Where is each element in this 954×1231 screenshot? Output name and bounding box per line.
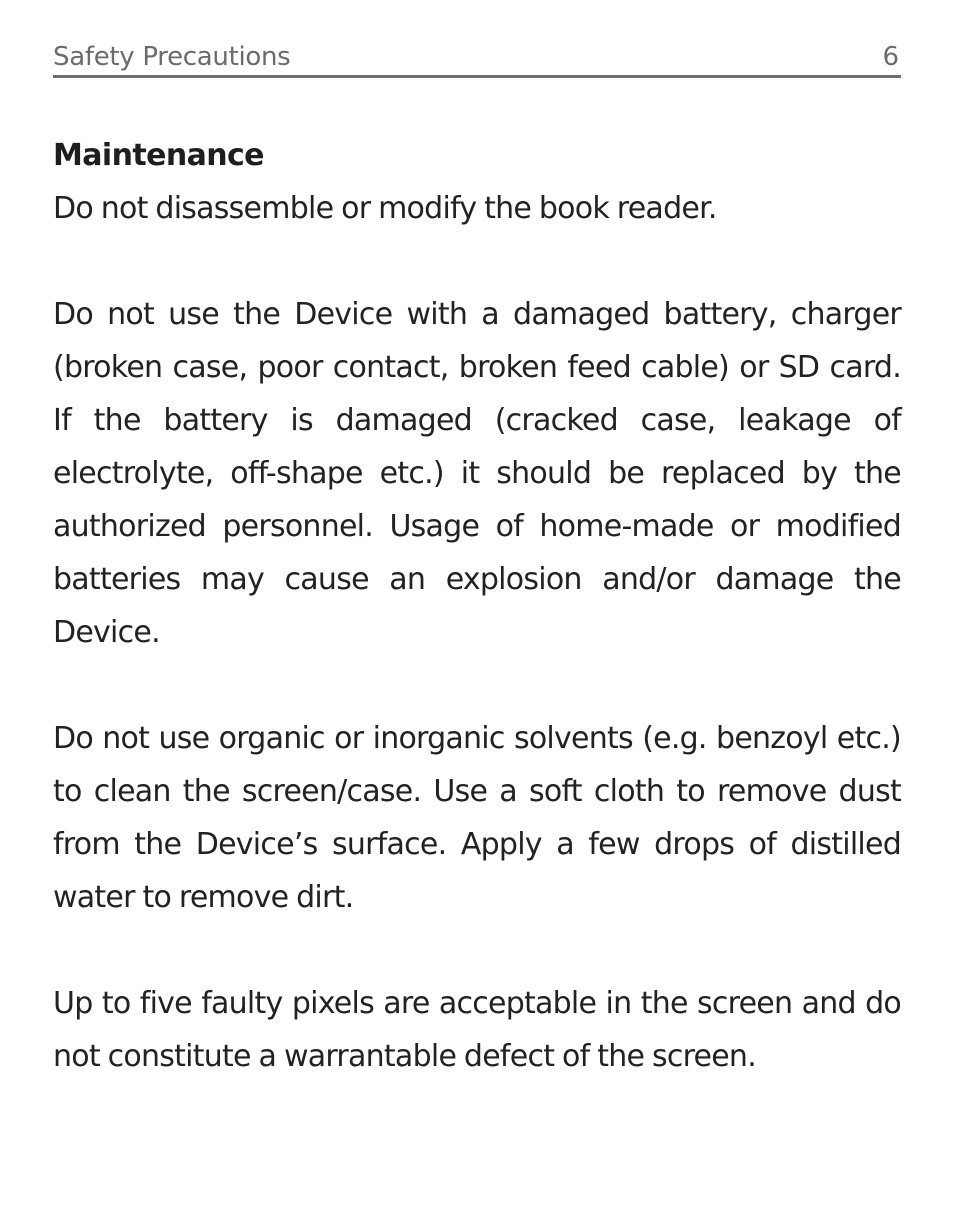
paragraph-disassemble: Do not disassemble or modify the book reader. [53,191,717,226]
page-number: 6 [882,42,899,72]
section-heading: Maintenance [53,138,264,173]
running-header [53,40,901,78]
paragraph-cleaning: Do not use organic or inorganic solvents (e.g. benzoyl etc.) to clean the screen/case. Use a soft cloth to remove dust from the Device’s surface. Apply a few drops of distilled water to remove dirt. [53,721,901,915]
paragraph-battery: Do not use the Device with a damaged battery, charger (broken case, poor contact, broken feed cable) or SD card. If the battery is damaged (cracked case, leakage of electrolyte, off-shape etc.) it should be replaced by the authorized personnel. Usage of home-made or modified batteries may cause an explosion and/or damage the Device. [53,297,901,650]
header-title: Safety Precautions [53,42,291,72]
section-maintenance [53,129,901,1136]
paragraph-faulty-pixels: Up to five faulty pixels are acceptable in the screen and do not constitute a warrantable defect of the screen. [53,986,901,1074]
